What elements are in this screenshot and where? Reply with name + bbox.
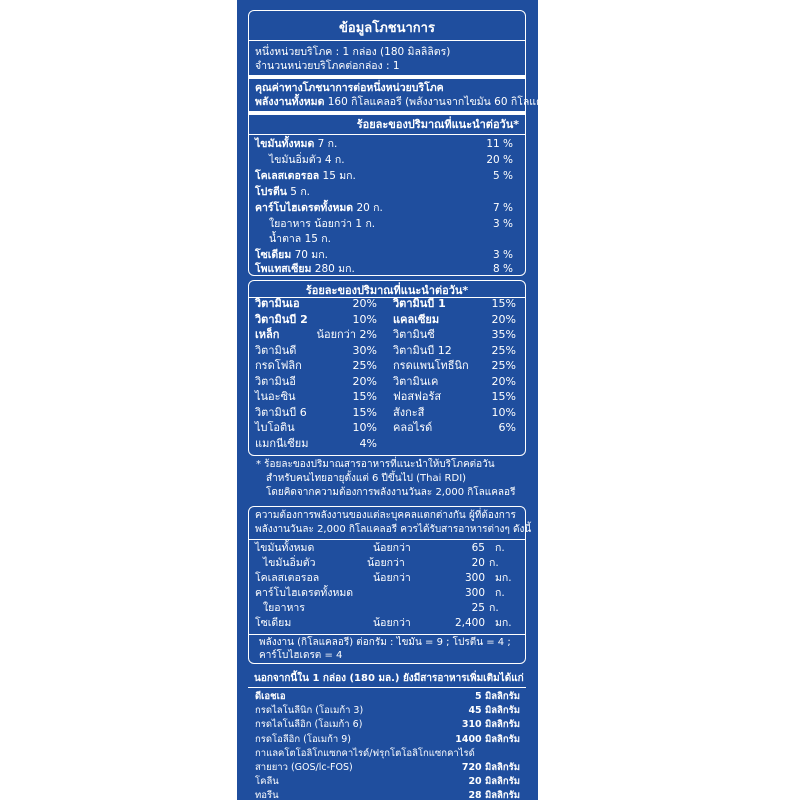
needs-row — [255, 587, 519, 600]
extra-value: 5 มิลลิกรัม — [475, 691, 520, 702]
vitamin-name: วิตามินบี 6 — [255, 405, 307, 419]
needs-row — [263, 557, 519, 570]
needs-amount: 25 — [471, 602, 485, 614]
vitamin-name: วิตามินบี 2 — [255, 312, 308, 326]
needs-amount: 20 — [471, 557, 485, 569]
vitamin-name: กรดโฟลิก — [255, 359, 302, 372]
vitamin-pct: 25% — [352, 359, 377, 372]
needs-label: ไขมันทั้งหมด — [255, 542, 315, 554]
divider — [249, 134, 525, 135]
extra-label: กรดไลโนลีนิก (โอเมก้า 3) — [255, 705, 364, 717]
extras-heading: นอกจากนี้ใน 1 กล่อง (180 มล.) ยังมีสารอาหารเพิ่มเติมได้แก่ — [254, 673, 524, 684]
servings-per-container: จำนวนหน่วยบริโภคต่อกล่อง : 1 — [255, 60, 400, 72]
extra-label: กรดโอลีอิก (โอเมก้า 9) — [255, 733, 352, 745]
needs-label: โซเดียม — [255, 617, 292, 629]
needs-qual: น้อยกว่า — [373, 617, 411, 629]
needs-label: ใยอาหาร — [263, 602, 305, 614]
macro-label: ใยอาหาร — [269, 218, 311, 230]
macro-amount: 280 มก. — [314, 263, 355, 275]
macro-amount: 15 ก. — [304, 233, 331, 245]
macro-label: น้ำตาล — [269, 233, 302, 245]
extra-label: กาแลคโตโอลิโกแซกคาไรด์/ฟรุกโตโอลิโกแซกคาไรด์ — [255, 747, 475, 759]
macro-row — [255, 263, 519, 276]
needs-amount: 300 — [464, 587, 485, 599]
footnote-box — [248, 458, 526, 504]
divider — [249, 40, 525, 41]
extra-value: 720 มิลลิกรัม — [461, 762, 520, 773]
macro-row — [269, 233, 519, 246]
macro-row — [255, 249, 519, 262]
needs-row — [255, 542, 519, 555]
vitamin-pct: 25% — [491, 359, 516, 372]
macro-amount: 4 ก. — [324, 154, 345, 166]
macro-row — [255, 138, 519, 151]
vitamin-name: วิตามินซี — [393, 328, 435, 341]
needs-amount: 65 — [471, 542, 485, 554]
vitamin-name: คลอไรด์ — [393, 421, 433, 434]
vitamin-pct: 6% — [498, 421, 516, 434]
macro-label: โคเลสเตอรอล — [255, 170, 320, 182]
vitamin-pct: 20% — [491, 374, 516, 388]
extra-value: 28 มิลลิกรัม — [468, 790, 520, 802]
macro-label: ไขมันอิ่มตัว — [269, 154, 322, 166]
divider-thick — [249, 111, 525, 115]
needs-intro: ความต้องการพลังงานของแต่ละบุคคลแตกต่างกัน ผู้ที่ต้องการ — [255, 510, 516, 521]
macro-amount: 7 ก. — [317, 138, 338, 150]
macro-pct: 3 % — [493, 249, 513, 261]
energy-label: พลังงานทั้งหมด — [255, 96, 325, 108]
vitamin-name: วิตามินอี — [255, 374, 296, 388]
macro-row — [269, 218, 519, 231]
vitamin-pct: 10% — [352, 421, 377, 434]
footnote-line: โดยคิดจากความต้องการพลังงานวันละ 2,000 กิโลแคลอรี — [266, 487, 516, 498]
macro-row — [269, 154, 519, 167]
vitamin-pct: 15% — [491, 297, 516, 310]
extra-label: กรดไลโนลีอิก (โอเมก้า 6) — [255, 719, 363, 731]
needs-row — [255, 572, 519, 585]
vitamin-pct: 15% — [352, 390, 377, 403]
energy-per-gram: พลังงาน (กิโลแคลอรี) ต่อกรัม : ไขมัน = 9 ; โปรตีน = 4 ; — [259, 637, 511, 648]
needs-amount: 300 — [464, 572, 485, 584]
macro-pct: 7 % — [493, 202, 513, 214]
vitamin-name: วิตามินบี 1 — [393, 297, 446, 310]
extra-value: 1400 มิลลิกรัม — [455, 733, 520, 745]
macro-row — [255, 170, 519, 183]
extra-value: 310 มิลลิกรัม — [461, 719, 520, 731]
vitamin-name: ฟอสฟอรัส — [393, 390, 442, 403]
macro-label: คาร์โบไฮเดรตทั้งหมด — [255, 202, 354, 214]
macro-pct: 5 % — [493, 170, 513, 182]
vitamin-name: กรดแพนโทธีนิก — [393, 359, 469, 372]
vitamin-pct: 10% — [491, 405, 516, 419]
macro-amount: 20 ก. — [356, 202, 383, 214]
vitamin-pct: 25% — [491, 343, 516, 357]
daily-needs-box — [248, 506, 532, 664]
extra-label: สายยาว (GOS/lc-FOS) — [255, 762, 353, 773]
needs-unit: มก. — [495, 572, 512, 584]
vitamin-name: วิตามินเค — [393, 374, 439, 388]
vitamin-name: เหล็ก — [255, 328, 280, 341]
needs-row — [255, 617, 519, 630]
divider — [248, 687, 526, 688]
vitamin-pct: 35% — [491, 328, 516, 341]
serving-size: หนึ่งหน่วยบริโภค : 1 กล่อง (180 มิลลิลิตร) — [255, 46, 451, 58]
energy-heading: คุณค่าทางโภชนาการต่อหนึ่งหน่วยบริโภค — [255, 82, 444, 94]
vitamin-name: สังกะสี — [393, 405, 425, 419]
macro-pct: 3 % — [493, 218, 513, 230]
divider — [249, 539, 525, 540]
macro-amount: น้อยกว่า 1 ก. — [314, 218, 376, 230]
needs-unit: ก. — [495, 587, 505, 599]
needs-intro: พลังงานวันละ 2,000 กิโลแคลอรี ควรได้รับสารอาหารต่างๆ ดังนี้ — [255, 524, 532, 535]
macros-heading: ร้อยละของปริมาณที่แนะนำต่อวัน* — [356, 118, 519, 131]
vitamin-pct: 4% — [359, 436, 377, 450]
vitamin-pct: 30% — [352, 343, 377, 357]
macro-amount: 70 มก. — [294, 249, 328, 261]
macro-row — [255, 202, 519, 215]
vitamin-pct: 10% — [352, 312, 377, 326]
needs-row — [263, 602, 519, 615]
extra-label: ดีเอชเอ — [255, 691, 286, 702]
macro-label: โซเดียม — [255, 249, 292, 261]
needs-unit: ก. — [489, 602, 499, 614]
needs-amount: 2,400 — [454, 617, 485, 629]
macro-pct: 20 % — [486, 154, 513, 166]
extra-label: ทอรีน — [255, 790, 279, 802]
macro-label: โพแทสเซียม — [255, 263, 312, 275]
macro-pct: 11 % — [486, 138, 513, 150]
extra-value: 45 มิลลิกรัม — [468, 705, 520, 717]
vitamin-name: แคลเซียม — [393, 312, 440, 326]
vitamin-pct: 15% — [491, 390, 516, 403]
vitamins-heading: ร้อยละของปริมาณที่แนะนำต่อวัน* — [305, 284, 469, 297]
macro-label: ไขมันทั้งหมด — [255, 138, 315, 150]
needs-unit: มก. — [495, 617, 512, 629]
needs-label: ไขมันอิ่มตัว — [263, 557, 316, 569]
energy-per-gram: คาร์โบไฮเดรต = 4 — [259, 650, 343, 661]
vitamin-pct: 15% — [352, 405, 377, 419]
vitamin-name: วิตามินเอ — [255, 297, 300, 310]
macro-amount: 5 ก. — [290, 186, 311, 198]
extra-label: โคลีน — [255, 776, 279, 788]
nutrition-facts-box — [248, 10, 566, 276]
vitamin-pct: 20% — [352, 297, 377, 310]
needs-label: โคเลสเตอรอล — [255, 572, 320, 584]
needs-qual: น้อยกว่า — [373, 572, 411, 584]
footnote-line: * ร้อยละของปริมาณสารอาหารที่แนะนำให้บริโภคต่อวัน — [256, 459, 495, 470]
vitamin-name: ไนอะซิน — [255, 390, 296, 403]
energy-line — [255, 96, 566, 109]
vitamin-pct: 20% — [352, 374, 377, 388]
needs-unit: ก. — [495, 542, 505, 554]
needs-label: คาร์โบไฮเดรตทั้งหมด — [255, 587, 354, 599]
needs-qual: น้อยกว่า — [367, 557, 405, 569]
vitamin-name: วิตามินดี — [255, 343, 297, 357]
vitamin-name: วิตามินบี 12 — [393, 343, 452, 357]
needs-unit: ก. — [489, 557, 499, 569]
divider-thick — [249, 75, 525, 79]
extra-value: 20 มิลลิกรัม — [468, 776, 520, 788]
vitamin-name: ไบโอติน — [255, 421, 295, 434]
footnote-line: สำหรับคนไทยอายุตั้งแต่ 6 ปีขึ้นไป (Thai RDI) — [266, 473, 467, 484]
energy-value: 160 กิโลแคลอรี (พลังงานจากไขมัน 60 กิโลแคลอรี) — [327, 96, 566, 108]
divider — [249, 634, 525, 635]
vitamin-pct: น้อยกว่า 2% — [316, 328, 377, 341]
page-title: ข้อมูลโภชนาการ — [339, 21, 435, 36]
macro-pct: 8 % — [493, 263, 513, 275]
macro-amount: 15 มก. — [322, 170, 356, 182]
vitamin-pct: 20% — [491, 312, 516, 326]
vitamin-name: แมกนีเซียม — [255, 436, 309, 450]
macro-label: โปรตีน — [255, 186, 287, 198]
macro-row — [255, 186, 519, 199]
needs-qual: น้อยกว่า — [373, 542, 411, 554]
